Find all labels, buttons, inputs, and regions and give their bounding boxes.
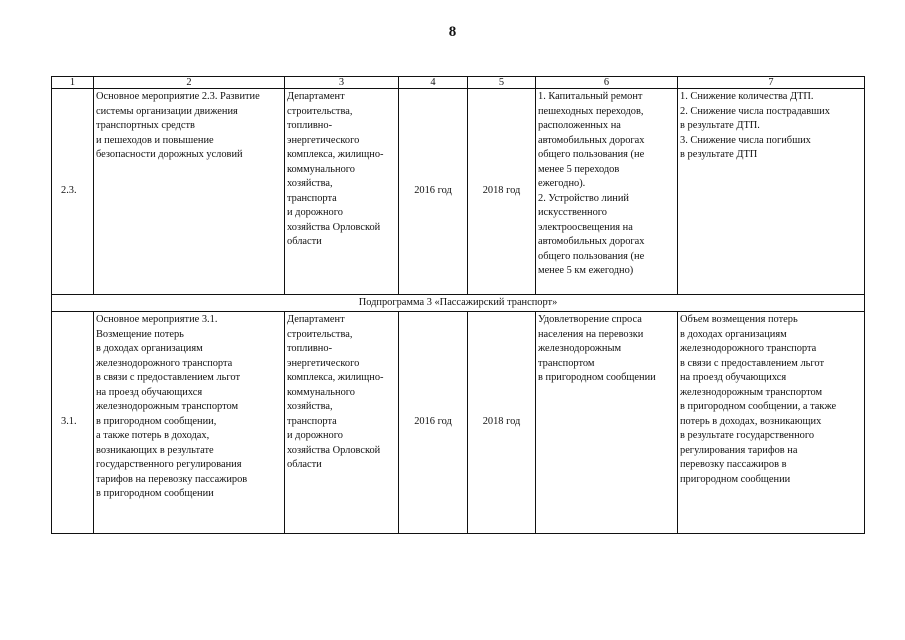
- text-line: населения на перевозки: [538, 328, 644, 340]
- measures-table: [51, 76, 865, 534]
- text-line: строительства,: [287, 105, 353, 117]
- text-line: регулирования тарифов на: [680, 444, 798, 456]
- text-line: возникающих в результате: [96, 444, 214, 456]
- text-line: и пешеходов и повышение: [96, 134, 214, 146]
- text-line: электроосвещения на: [538, 221, 633, 233]
- text-line: Возмещение потерь: [96, 328, 184, 340]
- text-line: железнодорожного транспорта: [680, 343, 817, 354]
- header-row: [52, 77, 865, 89]
- text-line: Объем возмещения потерь: [680, 314, 798, 325]
- header-cell: 6: [536, 77, 678, 89]
- text-line: области: [287, 236, 322, 247]
- text-line: расположенных на: [538, 120, 621, 131]
- text-line: в связи с предоставлением льгот: [96, 372, 240, 383]
- row-number: 2.3.: [52, 89, 94, 295]
- text-line: транспортных средств: [96, 120, 195, 131]
- text-line: пригородном сообщении: [680, 473, 791, 485]
- text-line: общего пользования (не: [538, 250, 645, 262]
- text-line: системы организации движения: [96, 105, 238, 117]
- text-line: энергетического: [287, 357, 360, 369]
- header-cell: 1: [52, 77, 94, 89]
- header-cell: 3: [285, 77, 399, 89]
- text-line: на проезд обучающихся: [96, 386, 203, 398]
- row-number: 3.1.: [52, 312, 94, 534]
- text-line: а также потерь в доходах,: [96, 430, 210, 441]
- text-line: 3. Снижение числа погибших: [680, 134, 811, 146]
- text-line: в пригородном сообщении: [538, 372, 656, 383]
- text-line: коммунального: [287, 386, 356, 398]
- text-line: в доходах организациям: [96, 343, 203, 354]
- result-cell: [536, 312, 678, 534]
- page-number: 8: [448, 24, 457, 40]
- subprogram-title: Подпрограмма 3 «Пассажирский транспорт»: [52, 295, 865, 312]
- end-year: 2018 год: [468, 312, 536, 534]
- text-line: коммунального: [287, 163, 356, 175]
- text-line: государственного регулирования: [96, 459, 242, 470]
- start-year: 2016 год: [399, 312, 468, 534]
- text-line: в пригородном сообщении: [96, 488, 214, 499]
- text-line: хозяйства Орловской: [287, 444, 381, 456]
- table-row: [52, 89, 865, 295]
- text-line: топливно-: [287, 343, 333, 354]
- text-line: в связи с предоставлением льгот: [680, 357, 824, 369]
- text-line: менее 5 переходов: [538, 163, 620, 175]
- measure-cell: [94, 312, 285, 534]
- text-line: железнодорожным транспортом: [96, 401, 239, 412]
- text-line: строительства,: [287, 328, 353, 340]
- text-line: Департамент: [287, 314, 345, 325]
- text-line: Удовлетворение спроса: [538, 314, 642, 325]
- text-line: Основное мероприятие 2.3. Развитие: [96, 91, 260, 102]
- text-line: пешеходных переходов,: [538, 105, 644, 117]
- start-year: 2016 год: [399, 89, 468, 295]
- indicators-cell: [678, 89, 865, 295]
- text-line: энергетического: [287, 134, 360, 146]
- text-line: перевозку пассажиров в: [680, 459, 787, 470]
- text-line: 2. Устройство линий: [538, 192, 629, 204]
- measure-cell: [94, 89, 285, 295]
- text-line: железнодорожным транспортом: [680, 386, 823, 398]
- text-line: менее 5 км ежегодно): [538, 265, 634, 276]
- text-line: 1. Капитальный ремонт: [538, 91, 643, 102]
- executor-cell: [285, 89, 399, 295]
- text-line: безопасности дорожных условий: [96, 149, 243, 160]
- text-line: общего пользования (не: [538, 149, 645, 160]
- text-line: и дорожного: [287, 430, 343, 441]
- subprogram-row: [52, 295, 865, 312]
- text-line: хозяйства Орловской: [287, 221, 381, 233]
- end-year: 2018 год: [468, 89, 536, 295]
- text-line: хозяйства,: [287, 401, 333, 412]
- text-line: тарифов на перевозку пассажиров: [96, 473, 248, 485]
- text-line: Департамент: [287, 91, 345, 102]
- text-line: и дорожного: [287, 207, 343, 218]
- header-cell: 2: [94, 77, 285, 89]
- executor-cell: [285, 312, 399, 534]
- text-line: ежегодно).: [538, 178, 586, 189]
- text-line: 1. Снижение количества ДТП.: [680, 91, 814, 102]
- text-line: хозяйства,: [287, 178, 333, 189]
- text-line: транспорта: [287, 415, 337, 427]
- text-line: автомобильных дорогах: [538, 236, 645, 247]
- table-row: [52, 312, 865, 534]
- text-line: топливно-: [287, 120, 333, 131]
- result-cell: [536, 89, 678, 295]
- text-line: железнодорожным: [538, 343, 622, 354]
- header-cell: 7: [678, 77, 865, 89]
- indicators-cell: [678, 312, 865, 534]
- text-line: железнодорожного транспорта: [96, 357, 233, 369]
- text-line: области: [287, 459, 322, 470]
- header-cell: 4: [399, 77, 468, 89]
- text-line: в результате государственного: [680, 430, 815, 441]
- text-line: в результате ДТП.: [680, 120, 760, 131]
- text-line: автомобильных дорогах: [538, 134, 645, 146]
- text-line: искусственного: [538, 207, 608, 218]
- text-line: в пригородном сообщении,: [96, 415, 217, 427]
- text-line: в пригородном сообщении, а также: [680, 401, 837, 412]
- text-line: комплекса, жилищно-: [287, 372, 384, 383]
- text-line: транспорта: [287, 192, 337, 204]
- text-line: транспортом: [538, 357, 595, 369]
- text-line: потерь в доходах, возникающих: [680, 415, 822, 427]
- text-line: в доходах организациям: [680, 328, 787, 340]
- text-line: Основное мероприятие 3.1.: [96, 314, 218, 325]
- text-line: комплекса, жилищно-: [287, 149, 384, 160]
- text-line: 2. Снижение числа пострадавших: [680, 105, 830, 117]
- text-line: на проезд обучающихся: [680, 372, 787, 383]
- header-cell: 5: [468, 77, 536, 89]
- text-line: в результате ДТП: [680, 149, 758, 160]
